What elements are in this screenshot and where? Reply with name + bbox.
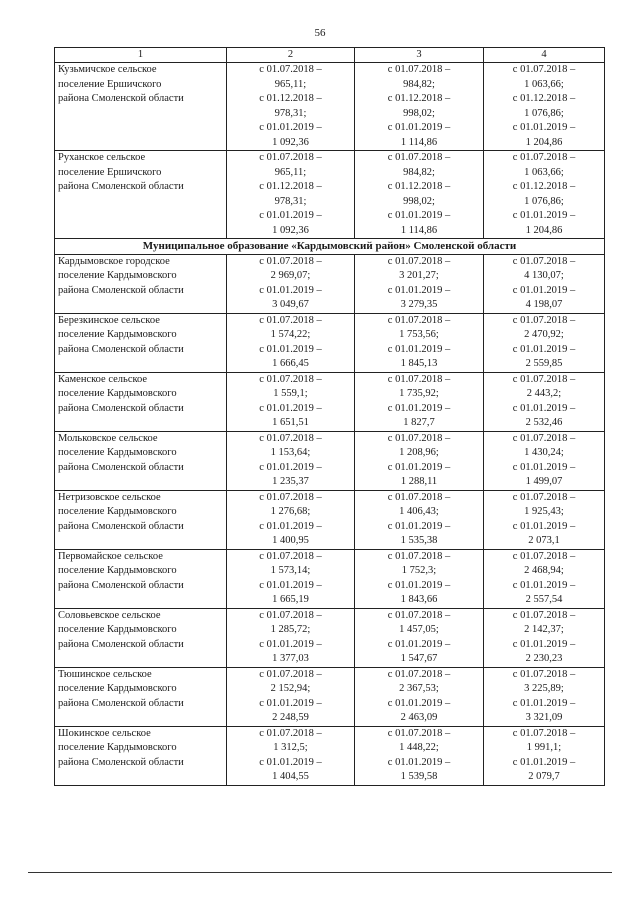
cell-line: с 01.01.2019 –: [512, 638, 576, 650]
cell-line: Кардымовское городское: [58, 255, 170, 267]
header-row: [55, 48, 605, 63]
cell-line: с 01.07.2018 –: [259, 727, 322, 739]
table-row: [55, 608, 605, 667]
page-number: 56: [314, 27, 326, 39]
rate-cell-col3: [355, 608, 484, 667]
rate-cell-col3: [355, 254, 484, 313]
rate-cell-col3: [355, 726, 484, 785]
cell-line: с 01.07.2018 –: [387, 314, 451, 326]
cell-line: 1 430,24;: [524, 447, 564, 458]
column-header-4: 4: [484, 48, 605, 63]
settlement-name-cell: [55, 490, 227, 549]
settlement-name-cell: [55, 726, 227, 785]
cell-line: с 01.01.2019 –: [387, 638, 451, 650]
cell-line: поселение Кардымовского: [58, 270, 177, 281]
cell-line: с 01.01.2019 –: [512, 461, 576, 473]
cell-line: с 01.01.2019 –: [387, 343, 451, 355]
settlement-name-cell: [55, 254, 227, 313]
cell-line: 1 404,55: [272, 771, 309, 782]
table-header: [55, 48, 605, 63]
cell-line: с 01.01.2019 –: [387, 284, 451, 296]
cell-line: с 01.01.2019 –: [512, 579, 576, 591]
cell-line: с 01.01.2019 –: [387, 697, 451, 709]
cell-line: Нетризовское сельское: [58, 491, 161, 503]
cell-line: с 01.01.2019 –: [387, 210, 451, 221]
cell-line: 1 843,66: [400, 594, 438, 605]
cell-line: с 01.07.2018 –: [259, 550, 322, 562]
cell-line: 2 969,07;: [270, 270, 311, 281]
rate-cell-col2: [227, 431, 355, 490]
cell-line: 1 114,86: [400, 136, 438, 148]
table-row: [55, 667, 605, 726]
cell-line: с 01.01.2019 –: [259, 402, 322, 414]
cell-line: с 01.07.2018 –: [512, 64, 576, 75]
cell-line: 978,31;: [274, 195, 307, 207]
column-header-3: 3: [355, 48, 484, 63]
table-row: [55, 254, 605, 313]
cell-line: с 01.07.2018 –: [387, 609, 451, 621]
cell-line: поселение Кардымовского: [58, 565, 177, 576]
cell-line: поселение Кардымовского: [58, 447, 177, 458]
cell-line: с 01.07.2018 –: [387, 727, 451, 739]
rate-cell-col3: [355, 667, 484, 726]
cell-line: 2 142,37;: [524, 624, 564, 635]
cell-line: с 01.07.2018 –: [512, 373, 576, 385]
cell-line: с 01.01.2019 –: [512, 122, 576, 133]
cell-line: Тюшинское сельское: [58, 668, 152, 680]
table-row: [55, 431, 605, 490]
cell-line: района Смоленской области: [58, 343, 184, 355]
cell-line: района Смоленской области: [58, 93, 184, 104]
table-row: [55, 726, 605, 785]
cell-line: 965,11;: [274, 166, 307, 178]
cell-line: поселение Кардымовского: [58, 624, 177, 635]
cell-line: 1 539,58: [400, 771, 438, 782]
cell-line: с 01.07.2018 –: [259, 152, 322, 163]
cell-line: с 01.01.2019 –: [259, 579, 322, 591]
cell-line: 3 049,67: [272, 299, 309, 310]
cell-line: поселение Ершичского: [58, 166, 162, 178]
cell-line: с 01.01.2019 –: [512, 284, 576, 296]
settlement-name-cell: [55, 431, 227, 490]
cell-line: района Смоленской области: [58, 402, 184, 414]
cell-line: с 01.07.2018 –: [387, 432, 451, 444]
cell-line: с 01.07.2018 –: [259, 255, 322, 267]
cell-line: с 01.07.2018 –: [512, 314, 576, 326]
cell-line: 2 079,7: [528, 771, 560, 782]
cell-line: с 01.01.2019 –: [512, 520, 576, 532]
cell-line: 3 321,09: [525, 712, 563, 723]
cell-line: 1 547,67: [400, 653, 438, 664]
rate-cell-col3: [355, 313, 484, 372]
rate-cell-col2: [227, 151, 355, 239]
cell-line: 1 666,45: [272, 358, 309, 369]
table-body-yershichi: [55, 63, 605, 239]
rate-cell-col2: [227, 549, 355, 608]
cell-line: с 01.01.2019 –: [512, 402, 576, 414]
settlement-name-cell: [55, 667, 227, 726]
table-body-kardymovo: [55, 254, 605, 785]
rate-cell-col3: [355, 151, 484, 239]
cell-line: поселение Ершичского: [58, 78, 162, 90]
cell-line: с 01.12.2018 –: [259, 93, 322, 104]
cell-line: района Смоленской области: [58, 697, 184, 709]
cell-line: Соловьевское сельское: [58, 609, 161, 621]
cell-line: района Смоленской области: [58, 756, 184, 768]
cell-line: 1 535,38: [400, 535, 438, 546]
cell-line: с 01.07.2018 –: [512, 491, 576, 503]
cell-line: с 01.07.2018 –: [512, 255, 576, 267]
cell-line: 1 400,95: [272, 535, 309, 546]
cell-line: с 01.07.2018 –: [387, 152, 451, 163]
cell-line: 1 092,36: [272, 224, 309, 236]
cell-line: района Смоленской области: [58, 520, 184, 532]
cell-line: 1 076,86;: [524, 195, 564, 207]
settlement-name-cell: [55, 372, 227, 431]
cell-line: 1 925,43;: [524, 506, 564, 517]
cell-line: 1 377,03: [272, 653, 309, 664]
cell-line: с 01.12.2018 –: [387, 93, 451, 104]
cell-line: 978,31;: [274, 107, 307, 119]
cell-line: с 01.01.2019 –: [259, 520, 322, 532]
table-row: [55, 490, 605, 549]
cell-line: с 01.07.2018 –: [259, 314, 322, 326]
rate-cell-col4: [484, 151, 605, 239]
cell-line: с 01.07.2018 –: [259, 432, 322, 444]
table-row: [55, 151, 605, 239]
rate-cell-col2: [227, 254, 355, 313]
cell-line: 1 092,36: [272, 136, 309, 148]
cell-line: 1 285,72;: [270, 624, 311, 635]
cell-line: района Смоленской области: [58, 638, 184, 650]
table-row: [55, 63, 605, 151]
cell-line: 2 559,85: [525, 358, 563, 369]
cell-line: 1 063,66;: [524, 78, 564, 90]
cell-line: с 01.07.2018 –: [512, 727, 576, 739]
table-row: [55, 372, 605, 431]
tariff-table: [54, 47, 605, 786]
cell-line: 2 248,59: [272, 712, 309, 723]
rate-cell-col2: [227, 726, 355, 785]
cell-line: 1 406,43;: [399, 506, 439, 517]
cell-line: с 01.01.2019 –: [512, 756, 576, 768]
cell-line: Руханское сельское: [58, 152, 146, 163]
cell-line: 1 114,86: [400, 224, 438, 236]
cell-line: района Смоленской области: [58, 284, 184, 296]
cell-line: 1 312,5;: [273, 742, 308, 753]
cell-line: с 01.07.2018 –: [259, 609, 322, 621]
rate-cell-col2: [227, 372, 355, 431]
cell-line: с 01.07.2018 –: [387, 64, 451, 75]
cell-line: 984,82;: [403, 78, 435, 90]
table-row: [55, 313, 605, 372]
column-header-2: 2: [227, 48, 355, 63]
cell-line: с 01.01.2019 –: [259, 697, 322, 709]
cell-line: 1 651,51: [272, 417, 309, 428]
cell-line: с 01.12.2018 –: [259, 181, 322, 192]
rate-cell-col4: [484, 254, 605, 313]
section-title: Муниципальное образование «Кардымовский район» Смоленской области: [55, 239, 605, 255]
cell-line: поселение Кардымовского: [58, 329, 177, 340]
cell-line: 1 063,66;: [524, 166, 564, 178]
column-header-1: 1: [55, 48, 227, 63]
rate-cell-col4: [484, 608, 605, 667]
cell-line: Кузьмичское сельское: [58, 64, 157, 75]
rate-cell-col2: [227, 313, 355, 372]
cell-line: 1 276,68;: [270, 506, 311, 517]
cell-line: поселение Кардымовского: [58, 388, 177, 399]
cell-line: 2 073,1: [528, 535, 560, 546]
cell-line: 2 230,23: [525, 653, 563, 664]
cell-line: 1 204,86: [525, 136, 563, 148]
cell-line: с 01.07.2018 –: [512, 550, 576, 562]
cell-line: 1 752,3;: [401, 565, 437, 576]
rate-cell-col4: [484, 313, 605, 372]
rate-cell-col4: [484, 431, 605, 490]
cell-line: с 01.01.2019 –: [259, 210, 322, 221]
cell-line: 1 208,96;: [399, 447, 439, 458]
rate-cell-col4: [484, 726, 605, 785]
cell-line: 1 076,86;: [524, 107, 564, 119]
cell-line: 1 235,37: [272, 476, 309, 487]
cell-line: с 01.01.2019 –: [387, 402, 451, 414]
cell-line: с 01.07.2018 –: [387, 668, 451, 680]
cell-line: 1 204,86: [525, 224, 563, 236]
settlement-name-cell: [55, 313, 227, 372]
settlement-name-cell: [55, 608, 227, 667]
cell-line: с 01.01.2019 –: [387, 756, 451, 768]
rate-cell-col4: [484, 490, 605, 549]
section-row: [55, 239, 605, 255]
cell-line: 3 201,27;: [399, 270, 439, 281]
rate-cell-col3: [355, 490, 484, 549]
cell-line: Первомайское сельское: [58, 550, 163, 562]
cell-line: 2 443,2;: [526, 388, 562, 399]
cell-line: 2 367,53;: [399, 683, 439, 694]
cell-line: 2 152,94;: [270, 683, 311, 694]
cell-line: с 01.07.2018 –: [387, 491, 451, 503]
cell-line: 998,02;: [403, 107, 435, 119]
cell-line: Шокинское сельское: [58, 727, 151, 739]
cell-line: с 01.12.2018 –: [387, 181, 451, 192]
rate-cell-col4: [484, 549, 605, 608]
cell-line: с 01.01.2019 –: [512, 210, 576, 221]
cell-line: с 01.01.2019 –: [259, 343, 322, 355]
cell-line: 1 153,64;: [270, 447, 311, 458]
rate-cell-col3: [355, 63, 484, 151]
cell-line: с 01.01.2019 –: [259, 122, 322, 133]
settlement-name-cell: [55, 63, 227, 151]
cell-line: с 01.07.2018 –: [512, 609, 576, 621]
cell-line: 2 463,09: [400, 712, 438, 723]
cell-line: поселение Кардымовского: [58, 683, 177, 694]
cell-line: 965,11;: [274, 78, 307, 90]
cell-line: 1 288,11: [400, 476, 438, 487]
cell-line: 1 991,1;: [526, 742, 562, 753]
cell-line: поселение Кардымовского: [58, 742, 177, 753]
cell-line: с 01.01.2019 –: [387, 579, 451, 591]
cell-line: 4 198,07: [525, 299, 563, 310]
cell-line: с 01.07.2018 –: [259, 64, 322, 75]
cell-line: поселение Кардымовского: [58, 506, 177, 517]
rate-cell-col3: [355, 431, 484, 490]
cell-line: 2 532,46: [525, 417, 563, 428]
cell-line: 4 130,07;: [524, 270, 564, 281]
cell-line: Каменское сельское: [58, 373, 148, 385]
cell-line: с 01.01.2019 –: [387, 461, 451, 473]
cell-line: района Смоленской области: [58, 181, 184, 192]
cell-line: района Смоленской области: [58, 579, 184, 591]
table-row: [55, 549, 605, 608]
rate-cell-col3: [355, 372, 484, 431]
cell-line: с 01.07.2018 –: [512, 668, 576, 680]
cell-line: с 01.01.2019 –: [259, 461, 322, 473]
cell-line: 1 845,13: [400, 358, 438, 369]
cell-line: с 01.01.2019 –: [259, 638, 322, 650]
cell-line: 1 574,22;: [270, 329, 311, 340]
cell-line: 998,02;: [403, 195, 435, 207]
cell-line: Березкинское сельское: [58, 314, 160, 326]
cell-line: с 01.12.2018 –: [512, 93, 576, 104]
cell-line: с 01.07.2018 –: [387, 550, 451, 562]
cell-line: 1 457,05;: [399, 624, 439, 635]
cell-line: 2 470,92;: [524, 329, 564, 340]
rate-cell-col4: [484, 372, 605, 431]
cell-line: 3 225,89;: [524, 683, 564, 694]
cell-line: с 01.01.2019 –: [259, 284, 322, 296]
cell-line: 2 557,54: [525, 594, 563, 605]
section-header-group: [55, 239, 605, 255]
cell-line: 1 753,56;: [399, 329, 439, 340]
page-bottom-rule: [28, 872, 612, 873]
rate-cell-col2: [227, 490, 355, 549]
cell-line: 1 559,1;: [273, 388, 308, 399]
rate-cell-col3: [355, 549, 484, 608]
cell-line: 984,82;: [403, 166, 435, 178]
cell-line: с 01.01.2019 –: [259, 756, 322, 768]
cell-line: с 01.01.2019 –: [387, 520, 451, 532]
cell-line: 1 827,7: [403, 417, 435, 428]
cell-line: района Смоленской области: [58, 461, 184, 473]
rate-cell-col4: [484, 667, 605, 726]
cell-line: 1 735,92;: [399, 388, 439, 399]
cell-line: с 01.07.2018 –: [387, 373, 451, 385]
cell-line: с 01.07.2018 –: [387, 255, 451, 267]
cell-line: 1 573,14;: [270, 565, 311, 576]
cell-line: 1 448,22;: [399, 742, 439, 753]
cell-line: с 01.07.2018 –: [259, 491, 322, 503]
cell-line: с 01.01.2019 –: [512, 343, 576, 355]
rate-cell-col4: [484, 63, 605, 151]
cell-line: с 01.01.2019 –: [512, 697, 576, 709]
cell-line: с 01.07.2018 –: [512, 152, 576, 163]
cell-line: 2 468,94;: [524, 565, 564, 576]
cell-line: Мольковское сельское: [58, 432, 158, 444]
rate-cell-col2: [227, 667, 355, 726]
cell-line: 1 499,07: [525, 476, 563, 487]
cell-line: с 01.01.2019 –: [387, 122, 451, 133]
cell-line: 3 279,35: [400, 299, 438, 310]
settlement-name-cell: [55, 549, 227, 608]
cell-line: 1 665,19: [272, 594, 309, 605]
cell-line: с 01.07.2018 –: [259, 668, 322, 680]
rate-cell-col2: [227, 63, 355, 151]
cell-line: с 01.07.2018 –: [512, 432, 576, 444]
cell-line: с 01.07.2018 –: [259, 373, 322, 385]
cell-line: с 01.12.2018 –: [512, 181, 576, 192]
settlement-name-cell: [55, 151, 227, 239]
rate-cell-col2: [227, 608, 355, 667]
